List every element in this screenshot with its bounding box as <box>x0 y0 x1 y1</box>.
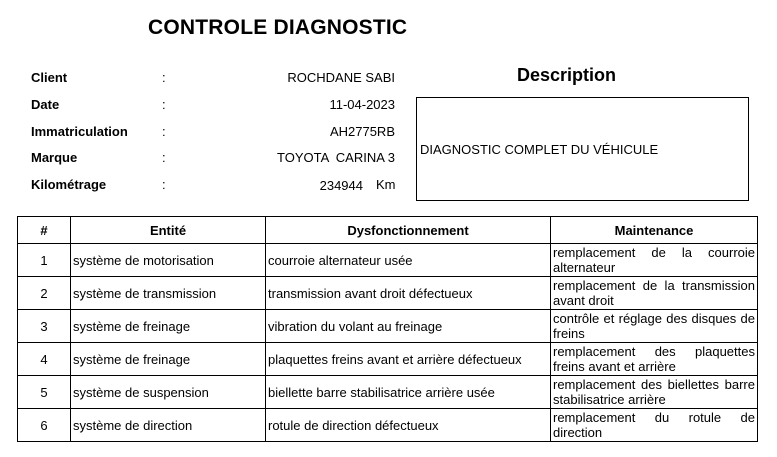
row-entite: système de direction <box>71 409 266 442</box>
immatriculation-label: Immatriculation <box>31 124 128 139</box>
row-num: 6 <box>18 409 71 442</box>
description-heading: Description <box>517 65 617 85</box>
row-dysfonctionnement: rotule de direction défectueux <box>266 409 551 442</box>
client-colon: : <box>162 70 166 85</box>
row-entite: système de freinage <box>71 310 266 343</box>
row-num: 1 <box>18 244 71 277</box>
row-dysfonctionnement: vibration du volant au freinage <box>266 310 551 343</box>
immatriculation-value: AH2775RB <box>329 124 395 139</box>
diagnostic-table <box>17 216 758 442</box>
date-label: Date <box>31 97 60 112</box>
kilometrage-colon: : <box>162 177 166 192</box>
row-entite: système de suspension <box>71 376 266 409</box>
kilometrage-unit: Km <box>376 177 396 192</box>
row-maintenance: remplacement de la courroie alternateur <box>551 244 758 277</box>
description-box <box>416 97 749 201</box>
table-row <box>18 310 758 343</box>
row-num: 4 <box>18 343 71 376</box>
table-row <box>18 343 758 376</box>
kilometrage-label: Kilométrage <box>31 177 107 192</box>
table-row <box>18 376 758 409</box>
row-dysfonctionnement: transmission avant droit défectueux <box>266 277 551 310</box>
info-marque <box>0 150 420 170</box>
client-label: Client <box>31 70 68 85</box>
marque-value: TOYOTA CARINA 3 <box>277 150 395 165</box>
row-entite: système de freinage <box>71 343 266 376</box>
kilometrage-value: 234944 <box>319 178 363 193</box>
row-dysfonctionnement: biellette barre stabilisatrice arrière usée <box>266 376 551 409</box>
date-colon: : <box>162 97 166 112</box>
marque-colon: : <box>162 150 166 165</box>
info-date <box>0 97 420 117</box>
table-row <box>18 244 758 277</box>
table-header-row <box>18 217 758 244</box>
row-maintenance: remplacement des biellettes barre stabilisatrice arrière <box>551 376 758 409</box>
client-value: ROCHDANE SABI <box>287 70 395 85</box>
info-kilometrage <box>0 177 420 197</box>
date-value: 11-04-2023 <box>329 97 395 112</box>
header-num: # <box>18 217 71 244</box>
page-title: CONTROLE DIAGNOSTIC <box>148 16 408 39</box>
info-client <box>0 70 420 90</box>
table-row <box>18 277 758 310</box>
row-maintenance: remplacement des plaquettes freins avant et arrière <box>551 343 758 376</box>
row-maintenance: remplacement de la transmission avant droit <box>551 277 758 310</box>
description-text: DIAGNOSTIC COMPLET DU VÉHICULE <box>420 141 659 157</box>
row-entite: système de transmission <box>71 277 266 310</box>
row-entite: système de motorisation <box>71 244 266 277</box>
row-num: 5 <box>18 376 71 409</box>
row-num: 2 <box>18 277 71 310</box>
immatriculation-colon: : <box>162 124 166 139</box>
row-maintenance: remplacement du rotule de direction <box>551 409 758 442</box>
row-dysfonctionnement: plaquettes freins avant et arrière défectueux <box>266 343 551 376</box>
header-dysfonctionnement: Dysfonctionnement <box>266 217 551 244</box>
row-maintenance: contrôle et réglage des disques de freins <box>551 310 758 343</box>
info-immatriculation <box>0 124 420 144</box>
header-entite: Entité <box>71 217 266 244</box>
table-row <box>18 409 758 442</box>
row-dysfonctionnement: courroie alternateur usée <box>266 244 551 277</box>
header-maintenance: Maintenance <box>551 217 758 244</box>
marque-label: Marque <box>31 150 78 165</box>
row-num: 3 <box>18 310 71 343</box>
